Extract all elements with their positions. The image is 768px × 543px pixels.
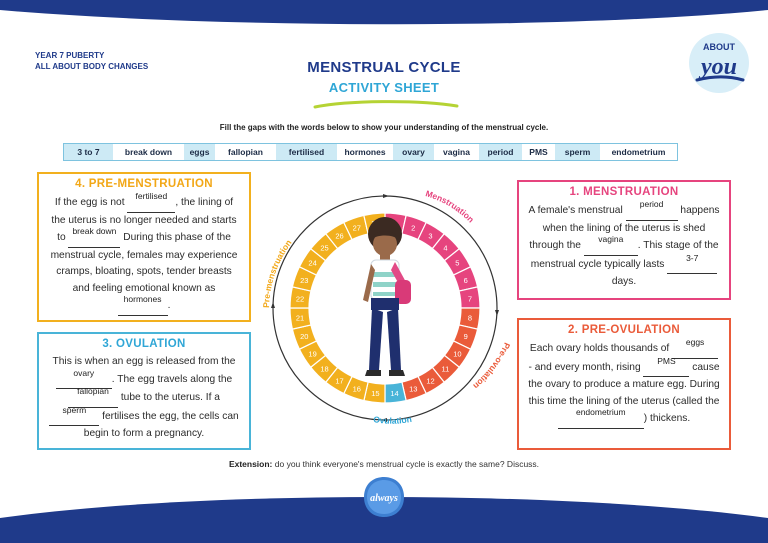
word-bank-item: hormones — [338, 144, 393, 160]
phase-label-pre-menstruation: Pre-menstruation — [260, 237, 294, 309]
menstruation-text: A female's menstrual $^{period}$ happens when the lining of the uterus is shed through the $^{vagina}$. This stage of the menstrual cycle typically lasts $^{3-7}$ days. — [528, 199, 720, 287]
answer-blank[interactable]: fallopian — [68, 389, 118, 408]
word-bank-item: fallopian — [216, 144, 276, 160]
cycle-day-number: 20 — [300, 332, 309, 342]
kicker-year: YEAR 7 PUBERTY — [35, 51, 105, 60]
answer-blank[interactable]: eggs — [672, 340, 718, 359]
cycle-day-number: 22 — [295, 294, 305, 304]
word-bank-item: ovary — [393, 144, 435, 160]
phase-label-pre-ovulation: Pre-ovulation — [471, 341, 513, 392]
logo-word-you: you — [701, 54, 737, 80]
always-brand-logo — [362, 475, 406, 519]
word-bank-item: endometrium — [601, 144, 677, 160]
answer-blank[interactable]: PMS — [643, 359, 689, 378]
ovulation-text: This is when an egg is released from the $^{ovary}$. The egg travels along the $^{fallopian}$ tube to the uterus. If a $^{sperm}$ fertilises the egg, the cells can begin to form a pregnancy. — [47, 354, 241, 443]
cycle-day-number: 21 — [295, 313, 305, 323]
cycle-day-number: 2 — [411, 223, 416, 233]
cycle-arrow-icon — [495, 310, 499, 316]
cycle-day-number: 15 — [371, 388, 380, 398]
word-bank-item: vagina — [435, 144, 479, 160]
answer-blank[interactable]: hormones — [118, 297, 168, 316]
kicker-topic: ALL ABOUT BODY CHANGES — [35, 62, 149, 71]
answer-blank[interactable]: period — [626, 202, 678, 221]
pre-ovulation-heading: 2. PRE-OVULATION — [568, 324, 680, 336]
answer-blank[interactable]: 3-7 — [667, 256, 717, 275]
menstruation-heading: 1. MENSTRUATION — [569, 186, 679, 198]
cycle-day-number: 25 — [320, 243, 329, 253]
word-bank — [63, 143, 678, 161]
cycle-day-number: 14 — [390, 388, 399, 398]
cycle-arrow-icon — [271, 302, 275, 308]
pre-ovulation-box — [517, 318, 731, 450]
menstruation-box — [517, 180, 731, 300]
cycle-arrow-icon — [383, 194, 389, 198]
cycle-day-number: 12 — [426, 376, 435, 386]
word-bank-item: eggs — [184, 144, 216, 160]
answer-blank[interactable]: ovary — [56, 371, 112, 390]
cycle-day-number: 5 — [455, 258, 460, 268]
word-bank-item: 3 to 7 — [64, 144, 114, 160]
answer-blank[interactable]: break down — [68, 229, 120, 248]
extension-text: do you think everyone's menstrual cycle is exactly the same? Discuss. — [272, 459, 540, 469]
cycle-day-number: 6 — [463, 275, 468, 285]
cycle-day-number: 24 — [308, 258, 317, 268]
menstrual-cycle-wheel — [255, 172, 515, 442]
cycle-day-number: 8 — [467, 313, 473, 323]
cycle-day-number: 13 — [409, 384, 418, 394]
cycle-day-number: 19 — [308, 349, 317, 359]
top-wave-band — [0, 0, 768, 28]
word-bank-item: fertilised — [276, 144, 338, 160]
cycle-day-number: 11 — [441, 364, 450, 374]
cycle-day-number: 4 — [443, 243, 448, 253]
ovulation-box — [37, 332, 251, 450]
answer-blank[interactable]: fertilised — [127, 194, 175, 213]
extension-question — [0, 459, 768, 469]
word-bank-item: break down — [114, 144, 184, 160]
answer-blank[interactable]: sperm — [49, 408, 99, 427]
answer-blank[interactable]: vagina — [584, 237, 638, 256]
instruction-text: Fill the gaps with the words below to show your understanding of the menstrual cycle. — [219, 123, 549, 132]
ovulation-heading: 3. OVULATION — [102, 338, 186, 350]
word-bank-item: PMS — [523, 144, 555, 160]
pre-menstruation-heading: 4. PRE-MENSTRUATION — [75, 178, 213, 190]
brand-wordmark: always — [370, 493, 398, 504]
extension-label: Extension: — [228, 459, 273, 469]
cycle-day-number: 26 — [335, 231, 344, 241]
phase-label-menstruation: Menstruation — [424, 188, 477, 225]
title-swoosh — [311, 98, 461, 110]
pre-menstruation-box — [37, 172, 251, 322]
pre-menstruation-text: If the egg is not $^{fertilised}$, the lining of the uterus is no longer needed and starts to $^{break down}$ During this phase of the menstrual cycle, females may experience cramps, bloating, spots, tender breasts and feeling emotional known as $^{hormones}$. — [47, 194, 241, 316]
cycle-day-number: 17 — [335, 376, 344, 386]
cycle-day-number: 3 — [428, 231, 433, 241]
cycle-day-number: 23 — [300, 275, 309, 285]
answer-blank[interactable]: endometrium — [558, 410, 644, 429]
cycle-day-number: 16 — [352, 384, 361, 394]
cycle-day-number: 18 — [320, 364, 329, 374]
cycle-day-number: 27 — [352, 223, 361, 233]
sheet-title: MENSTRUAL CYCLE — [307, 59, 461, 76]
cycle-day-number: 10 — [453, 349, 462, 359]
word-bank-item: sperm — [555, 144, 601, 160]
pre-ovulation-text: Each ovary holds thousands of $^{eggs}$ - and every month, rising $^{PMS}$ cause the ovary to produce a mature egg. During this time the lining of the uterus (called the $^{endometrium}$) thickens. — [527, 340, 721, 429]
word-bank-item: period — [479, 144, 523, 160]
phase-label-ovulation: Ovulation — [372, 413, 413, 426]
cycle-day-number: 7 — [467, 294, 473, 304]
logo-word-about: ABOUT — [703, 42, 735, 52]
sheet-subtitle: ACTIVITY SHEET — [328, 80, 440, 95]
cycle-day-number: 9 — [463, 332, 468, 342]
